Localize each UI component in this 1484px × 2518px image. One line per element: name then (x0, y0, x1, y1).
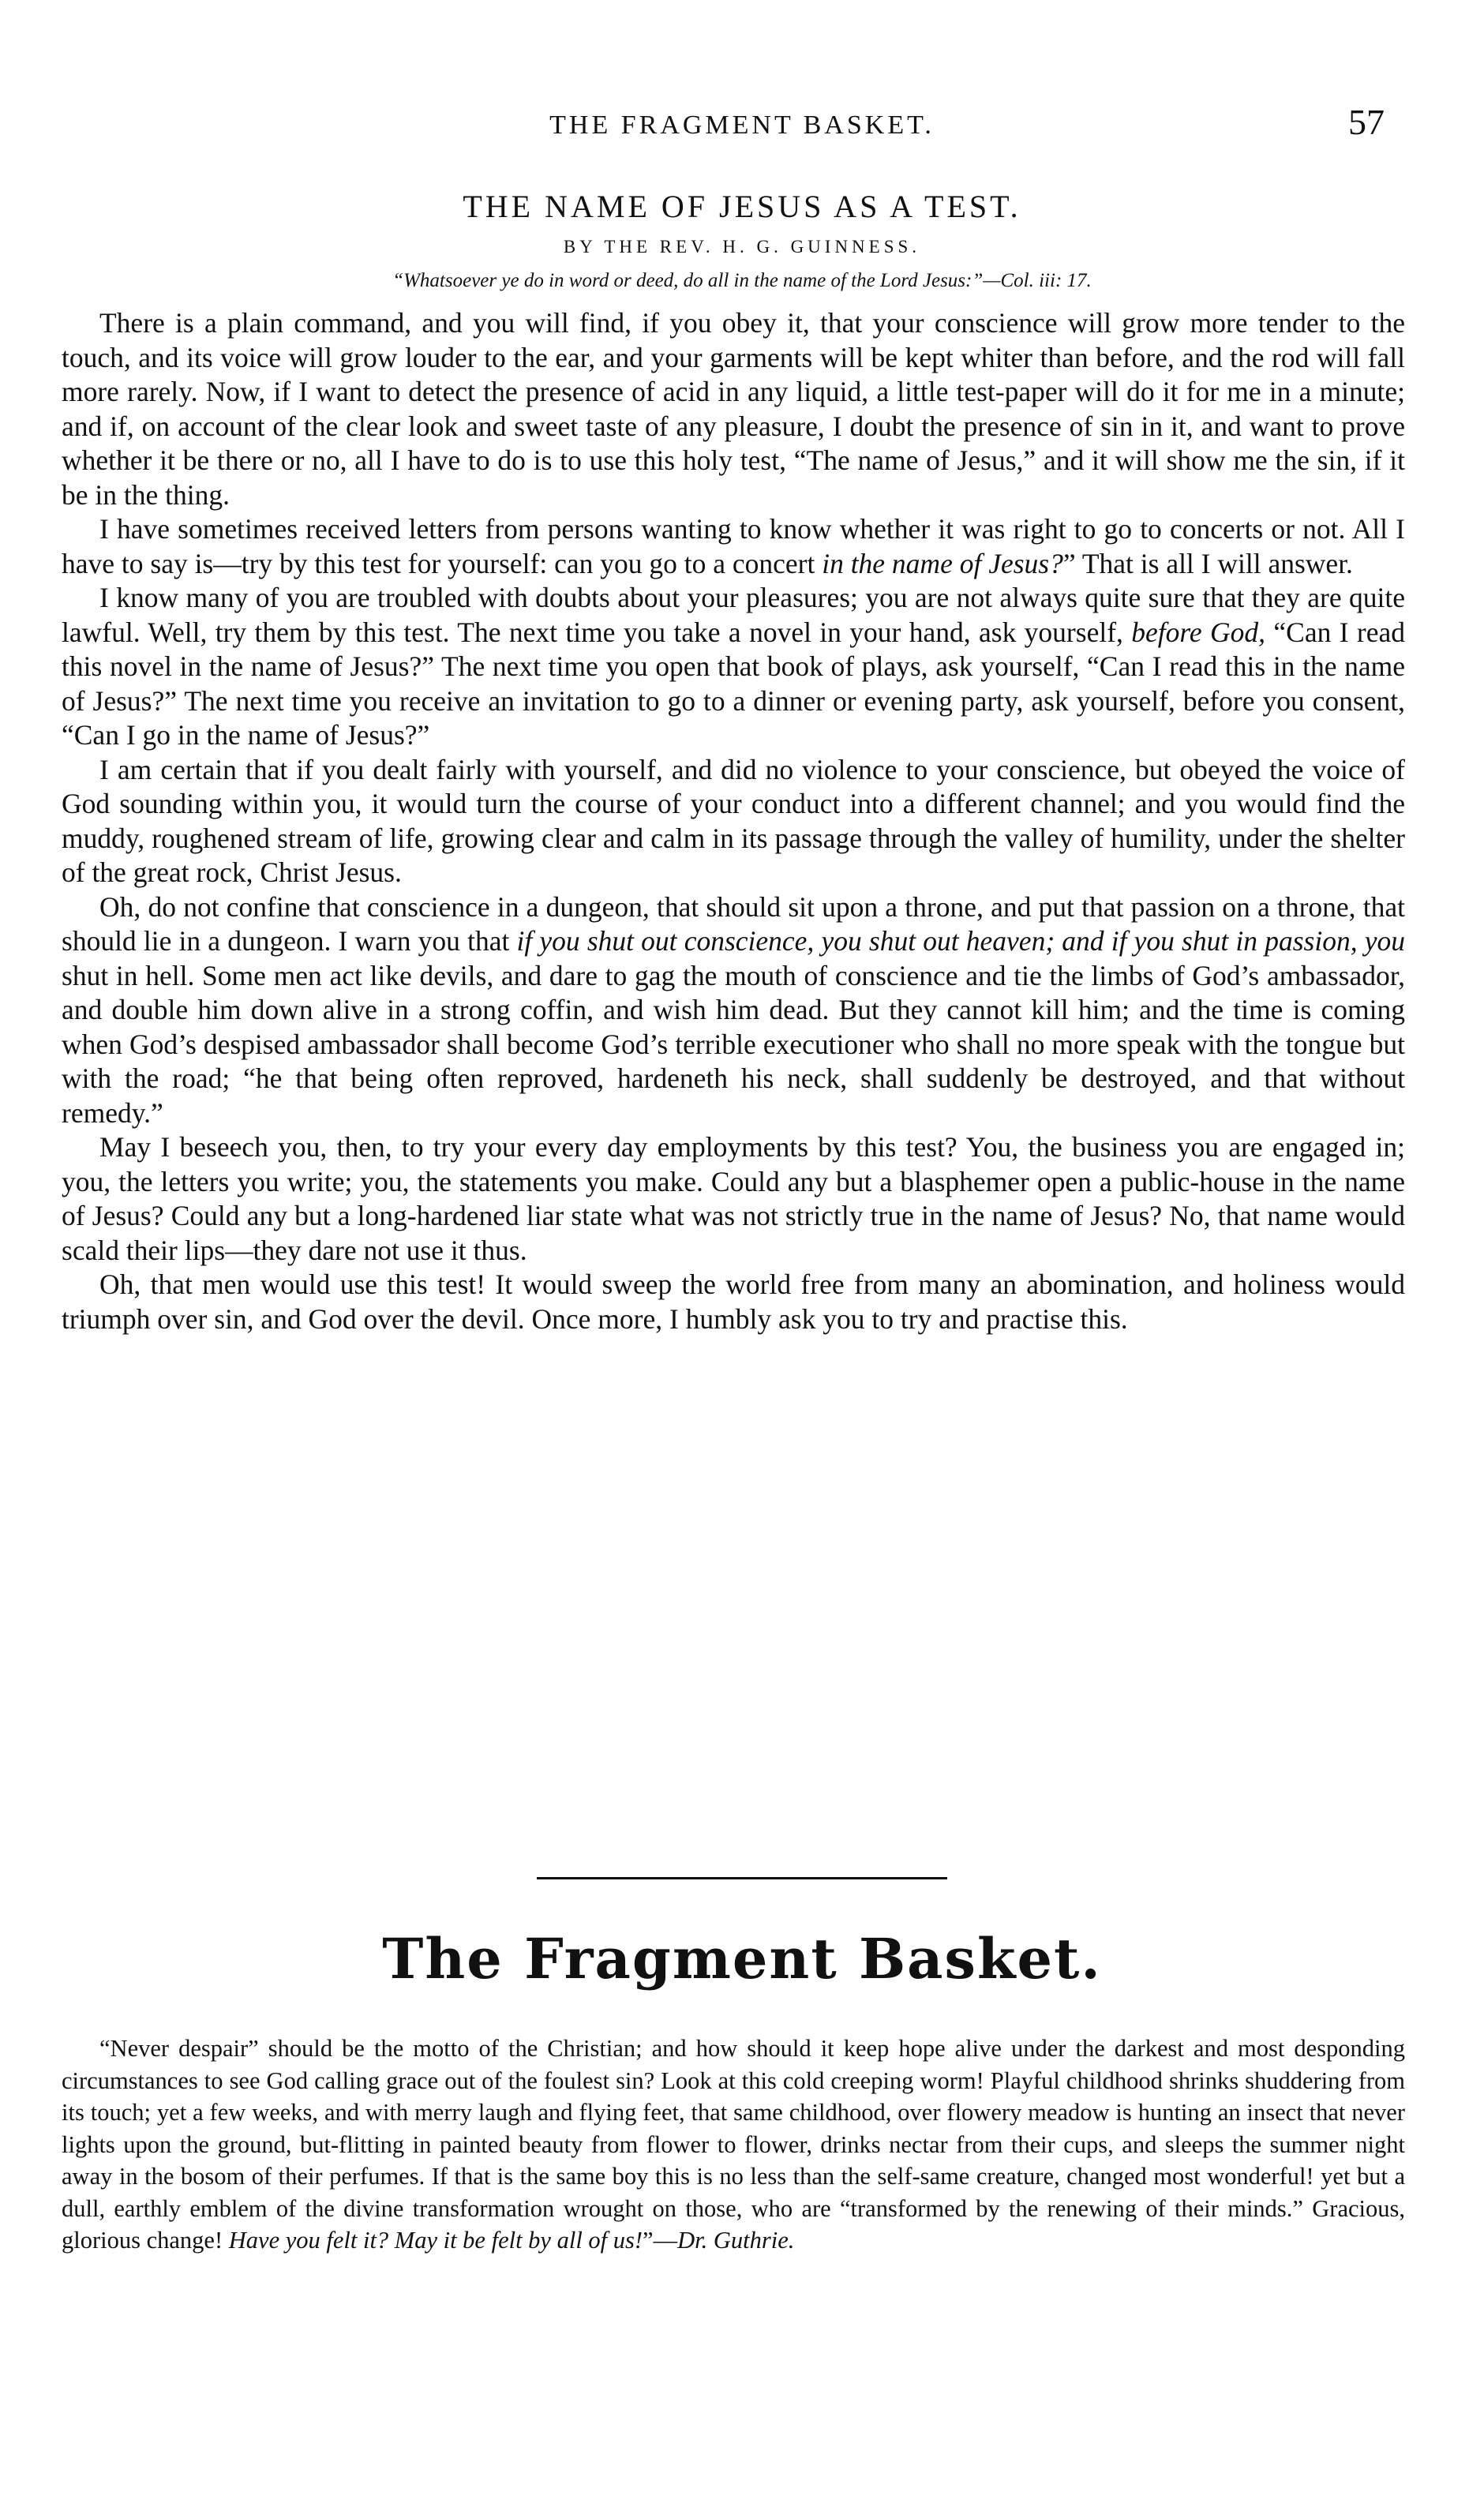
paragraph: I am certain that if you dealt fairly with yourself, and did no violence to your conscience, but obeyed the voice of God sounding within you, it would turn the course of your conduct into a different channel; and you would find the muddy, roughened stream of life, growing clear and calm in its passage through the valley of humility, under the shelter of the great rock, Christ Jesus. (62, 753, 1405, 888)
running-head (62, 101, 1422, 148)
paragraph: May I beseech you, then, to try your every day employments by this test? You, the business you are engaged in; you, the letters you write; you, the statements you make. Could any but a blasphemer open a public-house in the name of Jesus? Could any but a long-hardened liar state what was not strictly true in the name of Jesus? No, that name would scald their lips—they dare not use it thus. (62, 1131, 1405, 1266)
paragraph-text: I have sometimes received letters from persons wanting to know whether it was right to go to concerts or not. All I have to say is—try by this test for yourself: can you go to a concert (62, 513, 1405, 579)
paragraph (62, 890, 1405, 1131)
quote-italic: Have you felt it? May it be felt by all of us! (228, 2227, 643, 2254)
section-title: The Fragment Basket. (382, 1926, 1102, 1992)
paragraph-text: Oh, do not confine that conscience in a dungeon, that should sit upon a throne, and put that passion on a throne, that should lie in a dungeon. I warn you that (62, 890, 1405, 957)
paragraph-text: ” That is all I will answer. (1062, 547, 1353, 579)
quote-text: “Never despair” should be the motto of the Christian; and how should it keep hope alive under the darkest and most desponding circumstances to see God calling grace out of the foulest sin? Look at this cold creeping worm! Playful childhood shrinks shuddering from its touch; yet a few weeks, and with merry laugh and flying feet, that same childhood, over flowery meadow is hunting an insect that never lights upon the ground, but-flitting in painted beauty from flower to flower, drinks nectar from their cups, and sleeps the summer night away in the bosom of their perfumes. If that is the same boy this is no less than the self-same creature, changed most wonderful! yet but a dull, earthly emblem of the divine transformation wrought on those, who are “transformed by the renewing of their minds.” Gracious, glorious change! (62, 2035, 1405, 2254)
quote-paragraph (62, 2033, 1405, 2257)
paragraph-italic: before God, (1131, 616, 1266, 648)
paragraph-italic: in the name of Jesus? (822, 547, 1063, 579)
paragraph (62, 512, 1405, 581)
article-epigraph: “Whatsoever ye do in word or deed, do all in the name of the Lord Jesus:”—Col. iii: 17. (392, 270, 1092, 291)
paragraph-text: shut in hell. Some men act like devils, and dare to gag the mouth of conscience and tie the limbs of God’s ambassador, and double him down alive in a strong coffin, and wish him dead. But they cannot kill him; and the time is coming when God’s despised ambassador shall become God’s terrible executioner who shall no more speak with the tongue but with the road; “he that being often reproved, hardeneth his neck, shall suddenly be destroyed, and that without remedy.” (62, 959, 1405, 1129)
section-divider (537, 1877, 947, 1879)
paragraph-italic: if you shut out conscience, you shut out heaven; and if you shut in passion, you (516, 925, 1405, 957)
quote-attribution: Dr. Guthrie. (677, 2227, 795, 2254)
article-byline: BY THE REV. H. G. GUINNESS. (563, 237, 921, 257)
paragraph-text: “Can I read this novel in the name of Jesus?” The next time you open that book of plays, ask yourself, “Can I read this in the name of Jesus?” The next time you receive an invitation to go to a dinner or evening party, ask yourself, before you consent, “Can I go in the name of Jesus?” (62, 616, 1405, 751)
paragraph (62, 581, 1405, 753)
paragraph: There is a plain command, and you will find, if you obey it, that your conscience will grow more tender to the touch, and its voice will grow louder to the ear, and your garments will be kept whiter than before, and the rod will fall more rarely. Now, if I want to detect the presence of acid in any liquid, a little test-paper will do it for me in a minute; and if, on account of the clear look and sweet taste of any pleasure, I doubt the presence of sin in it, and want to prove whether it be there or no, all I have to do is to use this holy test, “The name of Jesus,” and it will show me the sin, if it be in the thing. (62, 307, 1405, 511)
quote-text: ”— (643, 2227, 678, 2254)
running-head-title: THE FRAGMENT BASKET. (549, 111, 935, 140)
page-number: 57 (1348, 102, 1385, 142)
paragraph: Oh, that men would use this test! It would sweep the world free from many an abomination, and holiness would triumph over sin, and God over the devil. Once more, I humbly ask you to try and practise this. (62, 1268, 1405, 1335)
article-body (62, 306, 1405, 1336)
fragment-quote (62, 2033, 1405, 2257)
article-title: THE NAME OF JESUS AS A TEST. (463, 189, 1021, 224)
paragraph-text: I know many of you are troubled with doubts about your pleasures; you are not always quite sure that they are quite lawful. Well, try them by this test. The next time you take a novel in your hand, ask yourself, (62, 582, 1405, 648)
